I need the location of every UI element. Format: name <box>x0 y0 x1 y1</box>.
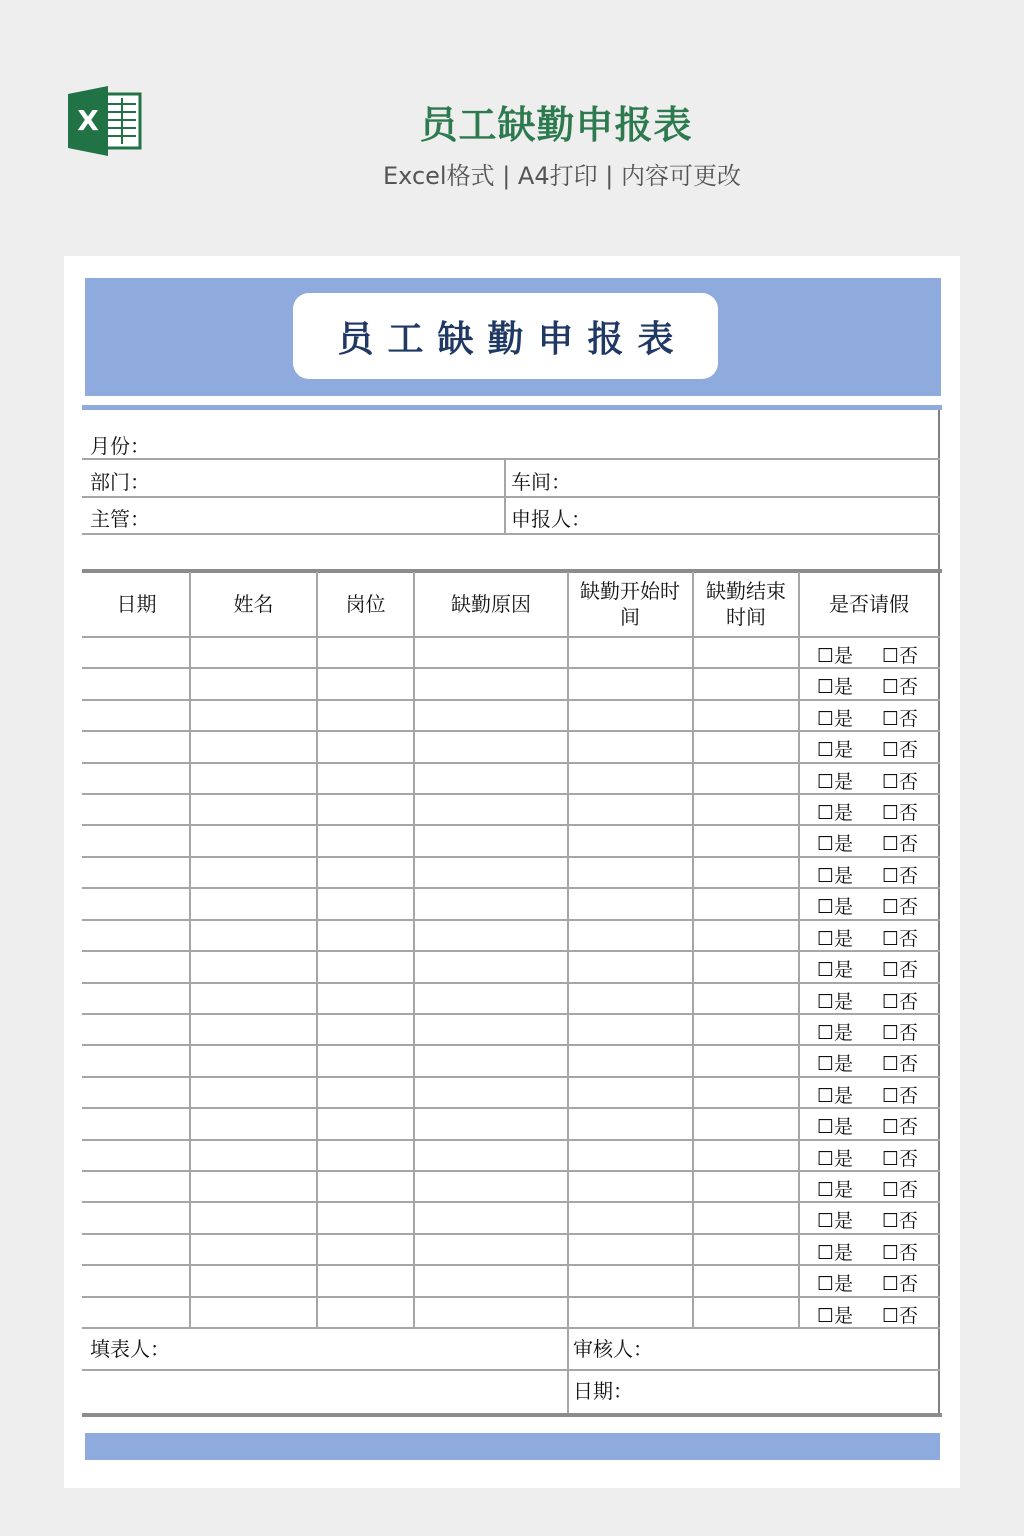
leave-no-checkbox[interactable]: ☐否 <box>882 1210 919 1232</box>
leave-no-checkbox[interactable]: ☐否 <box>882 896 919 918</box>
workshop-label: 车间： <box>511 470 571 494</box>
leave-no-checkbox[interactable]: ☐否 <box>882 802 919 824</box>
leave-checkbox-group <box>800 1234 940 1265</box>
leave-checkbox-group <box>800 700 940 731</box>
leave-no-checkbox[interactable]: ☐否 <box>882 1305 919 1327</box>
leave-checkbox-group <box>800 1202 940 1233</box>
leave-yes-checkbox[interactable]: ☐是 <box>817 865 854 887</box>
leave-checkbox-group <box>800 983 940 1014</box>
leave-no-checkbox[interactable]: ☐否 <box>882 1148 919 1170</box>
leave-no-checkbox[interactable]: ☐否 <box>882 1242 919 1264</box>
leave-yes-checkbox[interactable]: ☐是 <box>817 1242 854 1264</box>
col-header-name: 姓名 <box>233 592 274 616</box>
leave-checkbox-group <box>800 1014 940 1045</box>
leave-yes-checkbox[interactable]: ☐是 <box>817 1053 854 1075</box>
col-header-leave: 是否请假 <box>829 592 909 616</box>
leave-no-checkbox[interactable]: ☐否 <box>882 959 919 981</box>
footer-bottom-border <box>82 1413 942 1417</box>
leave-no-checkbox[interactable]: ☐否 <box>882 739 919 761</box>
leave-checkbox-group <box>800 637 940 668</box>
col-header-end-time: 缺勤结束时间 <box>706 579 786 629</box>
leave-checkbox-group <box>800 1140 940 1171</box>
col-header-reason: 缺勤原因 <box>451 592 531 616</box>
filler-label: 填表人： <box>90 1337 170 1361</box>
leave-yes-checkbox[interactable]: ☐是 <box>817 991 854 1013</box>
info-right-border <box>938 410 940 570</box>
leave-yes-checkbox[interactable]: ☐是 <box>817 1022 854 1044</box>
leave-yes-checkbox[interactable]: ☐是 <box>817 802 854 824</box>
leave-yes-checkbox[interactable]: ☐是 <box>817 1116 854 1138</box>
leave-no-checkbox[interactable]: ☐否 <box>882 928 919 950</box>
leave-checkbox-group <box>800 763 940 794</box>
reviewer-label: 审核人： <box>573 1337 653 1361</box>
leave-checkbox-group <box>800 920 940 951</box>
footer-bar <box>85 1433 940 1460</box>
leave-yes-checkbox[interactable]: ☐是 <box>817 1148 854 1170</box>
leave-checkbox-group <box>800 857 940 888</box>
col-header-position: 岗位 <box>345 592 386 616</box>
leave-checkbox-group <box>800 1297 940 1328</box>
form-title: 员工缺勤申报表 <box>293 293 718 379</box>
leave-yes-checkbox[interactable]: ☐是 <box>817 1210 854 1232</box>
leave-yes-checkbox[interactable]: ☐是 <box>817 1305 854 1327</box>
dept-label: 部门： <box>90 470 150 494</box>
divider <box>82 405 942 410</box>
leave-checkbox-group <box>800 825 940 856</box>
leave-yes-checkbox[interactable]: ☐是 <box>817 676 854 698</box>
leave-no-checkbox[interactable]: ☐否 <box>882 676 919 698</box>
leave-checkbox-group <box>800 668 940 699</box>
leave-yes-checkbox[interactable]: ☐是 <box>817 959 854 981</box>
page-title: 员工缺勤申报表 <box>419 103 693 147</box>
leave-checkbox-group <box>800 794 940 825</box>
info-row-line <box>82 496 940 498</box>
month-label: 月份： <box>90 434 150 458</box>
leave-checkbox-group <box>800 1108 940 1139</box>
leave-yes-checkbox[interactable]: ☐是 <box>817 1179 854 1201</box>
leave-checkbox-group <box>800 731 940 762</box>
leave-no-checkbox[interactable]: ☐否 <box>882 771 919 793</box>
info-row-line <box>82 458 940 460</box>
leave-checkbox-group <box>800 951 940 982</box>
leave-yes-checkbox[interactable]: ☐是 <box>817 833 854 855</box>
leave-no-checkbox[interactable]: ☐否 <box>882 865 919 887</box>
leave-yes-checkbox[interactable]: ☐是 <box>817 928 854 950</box>
leave-no-checkbox[interactable]: ☐否 <box>882 708 919 730</box>
footer-top-line <box>82 1327 940 1329</box>
leave-yes-checkbox[interactable]: ☐是 <box>817 739 854 761</box>
leave-yes-checkbox[interactable]: ☐是 <box>817 1085 854 1107</box>
leave-yes-checkbox[interactable]: ☐是 <box>817 1273 854 1295</box>
leave-no-checkbox[interactable]: ☐否 <box>882 1116 919 1138</box>
info-row-line <box>82 533 940 535</box>
leave-no-checkbox[interactable]: ☐否 <box>882 645 919 667</box>
svg-text:X: X <box>77 104 99 137</box>
leave-checkbox-group <box>800 888 940 919</box>
leave-no-checkbox[interactable]: ☐否 <box>882 1273 919 1295</box>
leave-no-checkbox[interactable]: ☐否 <box>882 991 919 1013</box>
leave-yes-checkbox[interactable]: ☐是 <box>817 771 854 793</box>
reporter-label: 申报人： <box>511 507 591 531</box>
date-label: 日期： <box>573 1379 633 1403</box>
leave-checkbox-group <box>800 1265 940 1296</box>
leave-yes-checkbox[interactable]: ☐是 <box>817 896 854 918</box>
leave-checkbox-group <box>800 1045 940 1076</box>
leave-yes-checkbox[interactable]: ☐是 <box>817 708 854 730</box>
supervisor-label: 主管： <box>90 507 150 531</box>
leave-no-checkbox[interactable]: ☐否 <box>882 1179 919 1201</box>
leave-yes-checkbox[interactable]: ☐是 <box>817 645 854 667</box>
leave-no-checkbox[interactable]: ☐否 <box>882 1085 919 1107</box>
leave-checkbox-group <box>800 1171 940 1202</box>
page-subtitle: Excel格式 | A4打印 | 内容可更改 <box>383 162 741 190</box>
leave-no-checkbox[interactable]: ☐否 <box>882 833 919 855</box>
footer-mid-line <box>82 1369 940 1371</box>
col-header-date: 日期 <box>116 592 157 616</box>
leave-checkbox-group <box>800 1077 940 1108</box>
leave-no-checkbox[interactable]: ☐否 <box>882 1053 919 1075</box>
leave-no-checkbox[interactable]: ☐否 <box>882 1022 919 1044</box>
col-header-start-time: 缺勤开始时间 <box>580 579 680 629</box>
